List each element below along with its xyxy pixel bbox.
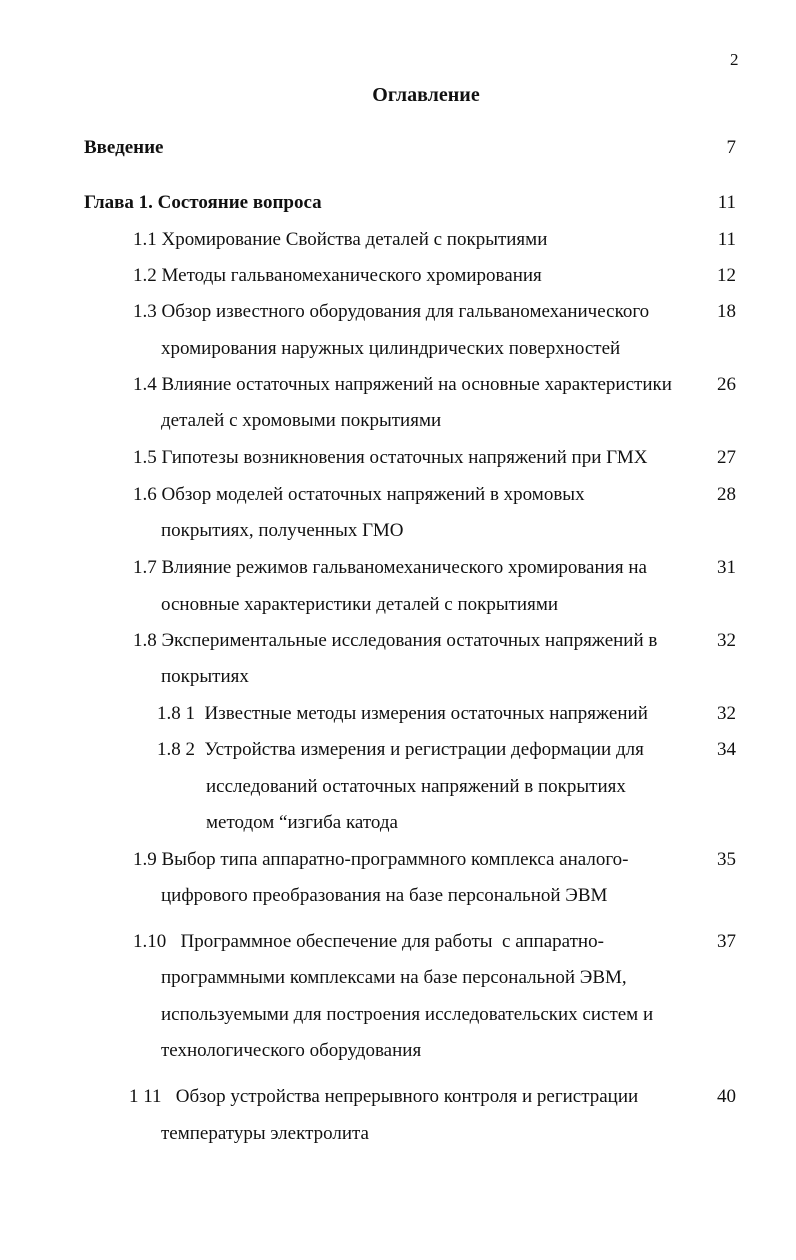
toc-entry-1-10-label: 1.10 Программное обеспечение для работы с аппаратно- <box>133 931 604 952</box>
toc-entry-1-7-continuation: основные характеристики деталей с покрытиями <box>161 594 559 615</box>
toc-chapter-1-page: 11 <box>717 192 736 213</box>
toc-entry-1-6-continuation: покрытиях, полученных ГМО <box>161 520 404 541</box>
toc-entry-1-3-page: 18 <box>717 301 736 322</box>
toc-entry-1-1-label: 1.1 Хромирование Свойства деталей с покрытиями <box>133 229 548 250</box>
toc-entry-1-6-label: 1.6 Обзор моделей остаточных напряжений в хромовых <box>133 484 585 505</box>
toc-entry-1-8-2-continuation: исследований остаточных напряжений в покрытиях <box>206 776 626 797</box>
toc-entry-1-8-label: 1.8 Экспериментальные исследования остаточных напряжений в <box>133 630 658 651</box>
toc-entry-1-10-continuation-2: используемыми для построения исследовательских систем и <box>161 1004 654 1025</box>
toc-entry-1-4-page: 26 <box>717 374 736 395</box>
toc-entry-1-9-label: 1.9 Выбор типа аппаратно-программного комплекса аналого- <box>133 849 629 870</box>
toc-entry-intro-page: 7 <box>726 137 736 158</box>
toc-entry-1-6-page: 28 <box>717 484 736 505</box>
toc-entry-1-8-2-label: 1.8 2 Устройства измерения и регистрации деформации для <box>157 739 644 760</box>
toc-entry-1-11-continuation: температуры электролита <box>161 1123 369 1144</box>
page-number: 2 <box>730 50 739 69</box>
toc-entry-1-10-page: 37 <box>717 931 736 952</box>
toc-entry-1-8-page: 32 <box>717 630 736 651</box>
toc-entry-1-2-page: 12 <box>717 265 736 286</box>
toc-entry-1-7-page: 31 <box>717 557 736 578</box>
toc-entry-1-9-page: 35 <box>717 849 736 870</box>
toc-entry-1-8-1-page: 32 <box>717 703 736 724</box>
toc-entry-1-4-label: 1.4 Влияние остаточных напряжений на основные характеристики <box>133 374 672 395</box>
toc-entry-1-5-label: 1.5 Гипотезы возникновения остаточных напряжений при ГМХ <box>133 447 648 468</box>
toc-entry-1-8-1-label: 1.8 1 Известные методы измерения остаточных напряжений <box>157 703 648 724</box>
toc-entry-1-10-continuation: программными комплексами на базе персональной ЭВМ, <box>161 967 627 988</box>
toc-entry-1-9-continuation: цифрового преобразования на базе персональной ЭВМ <box>161 885 608 906</box>
page-title: Оглавление <box>372 84 480 106</box>
toc-entry-1-2-label: 1.2 Методы гальваномеханического хромирования <box>133 265 542 286</box>
toc-entry-1-8-2-continuation-2: методом “изгиба катода <box>206 812 398 833</box>
toc-entry-intro-label: Введение <box>84 137 164 158</box>
toc-entry-1-4-continuation: деталей с хромовыми покрытиями <box>161 410 442 431</box>
toc-entry-1-7-label: 1.7 Влияние режимов гальваномеханического хромирования на <box>133 557 647 578</box>
toc-entry-1-1-page: 11 <box>717 229 736 250</box>
toc-entry-1-11-label: 1 11 Обзор устройства непрерывного контроля и регистрации <box>129 1086 639 1107</box>
toc-entry-1-10-continuation-3: технологического оборудования <box>161 1040 422 1061</box>
toc-entry-1-11-page: 40 <box>717 1086 736 1107</box>
toc-chapter-1-label: Глава 1. Состояние вопроса <box>84 192 322 213</box>
toc-entry-1-3-continuation: хромирования наружных цилиндрических поверхностей <box>161 338 621 359</box>
toc-entry-1-5-page: 27 <box>717 447 736 468</box>
toc-entry-1-8-continuation: покрытиях <box>161 666 249 687</box>
toc-entry-1-3-label: 1.3 Обзор известного оборудования для гальваномеханического <box>133 301 650 322</box>
toc-entry-1-8-2-page: 34 <box>717 739 736 760</box>
